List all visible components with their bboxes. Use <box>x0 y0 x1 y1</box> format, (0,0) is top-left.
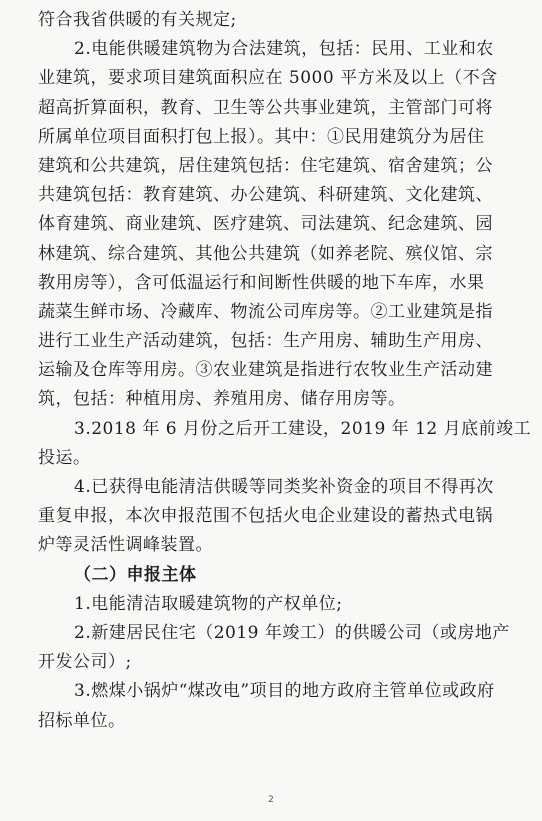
text-line: 所属单位项目面积打包上报）。其中：①民用建筑分为居住 <box>38 126 485 147</box>
text-line: 体育建筑、商业建筑、医疗建筑、司法建筑、纪念建筑、园 <box>38 214 493 235</box>
text-line: 炉等灵活性调峰装置。 <box>38 535 213 556</box>
text-line: 3.2018 年 6 月份之后开工建设，2019 年 12 月底前竣工 <box>74 418 532 439</box>
text-line: 2.电能供暖建筑物为合法建筑，包括：民用、工业和农 <box>74 39 494 60</box>
text-line: 进行工业生产活动建筑，包括：生产用房、辅助生产用房、 <box>38 331 493 352</box>
page-number: 2 <box>268 795 274 805</box>
text-line: 1.电能清洁取暖建筑物的产权单位; <box>74 593 343 614</box>
text-line: 共建筑包括：教育建筑、办公建筑、科研建筑、文化建筑、 <box>38 185 493 206</box>
text-line: 教用房等），含可低温运行和间断性供暖的地下车库，水果 <box>38 272 485 293</box>
text-line: 筑，包括：种植用房、养殖用房、储存用房等。 <box>38 389 406 410</box>
document-body <box>38 6 532 736</box>
text-line: 蔬菜生鲜市场、冷藏库、物流公司库房等。②工业建筑是指 <box>38 301 493 322</box>
text-line: 4.已获得电能清洁供暖等同类奖补资金的项目不得再次 <box>74 477 494 497</box>
text-line: 招标单位。 <box>38 710 126 731</box>
text-line: 运输及仓库等用房。③农业建筑是指进行农牧业生产活动建 <box>38 360 493 381</box>
text-line: 林建筑、综合建筑、其他公共建筑（如养老院、殡仪馆、宗 <box>38 243 493 264</box>
text-line: 开发公司）; <box>38 652 132 673</box>
text-line: 建筑和公共建筑，居住建筑包括：住宅建筑、宿舍建筑；公 <box>38 155 493 176</box>
text-line: 投运。 <box>38 447 91 468</box>
text-line: 符合我省供暖的有关规定; <box>38 10 237 30</box>
text-line: 超高折算面积，教育、卫生等公共事业建筑，主管部门可将 <box>38 97 493 118</box>
text-line: 2.新建居民住宅（2019 年竣工）的供暖公司（或房地产 <box>74 622 510 643</box>
text-line: 3.燃煤小锅炉“煤改电”项目的地方政府主管单位或政府 <box>74 681 495 702</box>
text-line: 重复申报，本次申报范围不包括火电企业建设的蓄热式电锅 <box>38 506 493 527</box>
text-line: 业建筑，要求项目建筑面积应在 5000 平方米及以上（不含 <box>38 68 498 89</box>
section-heading: （二）申报主体 <box>74 564 197 585</box>
